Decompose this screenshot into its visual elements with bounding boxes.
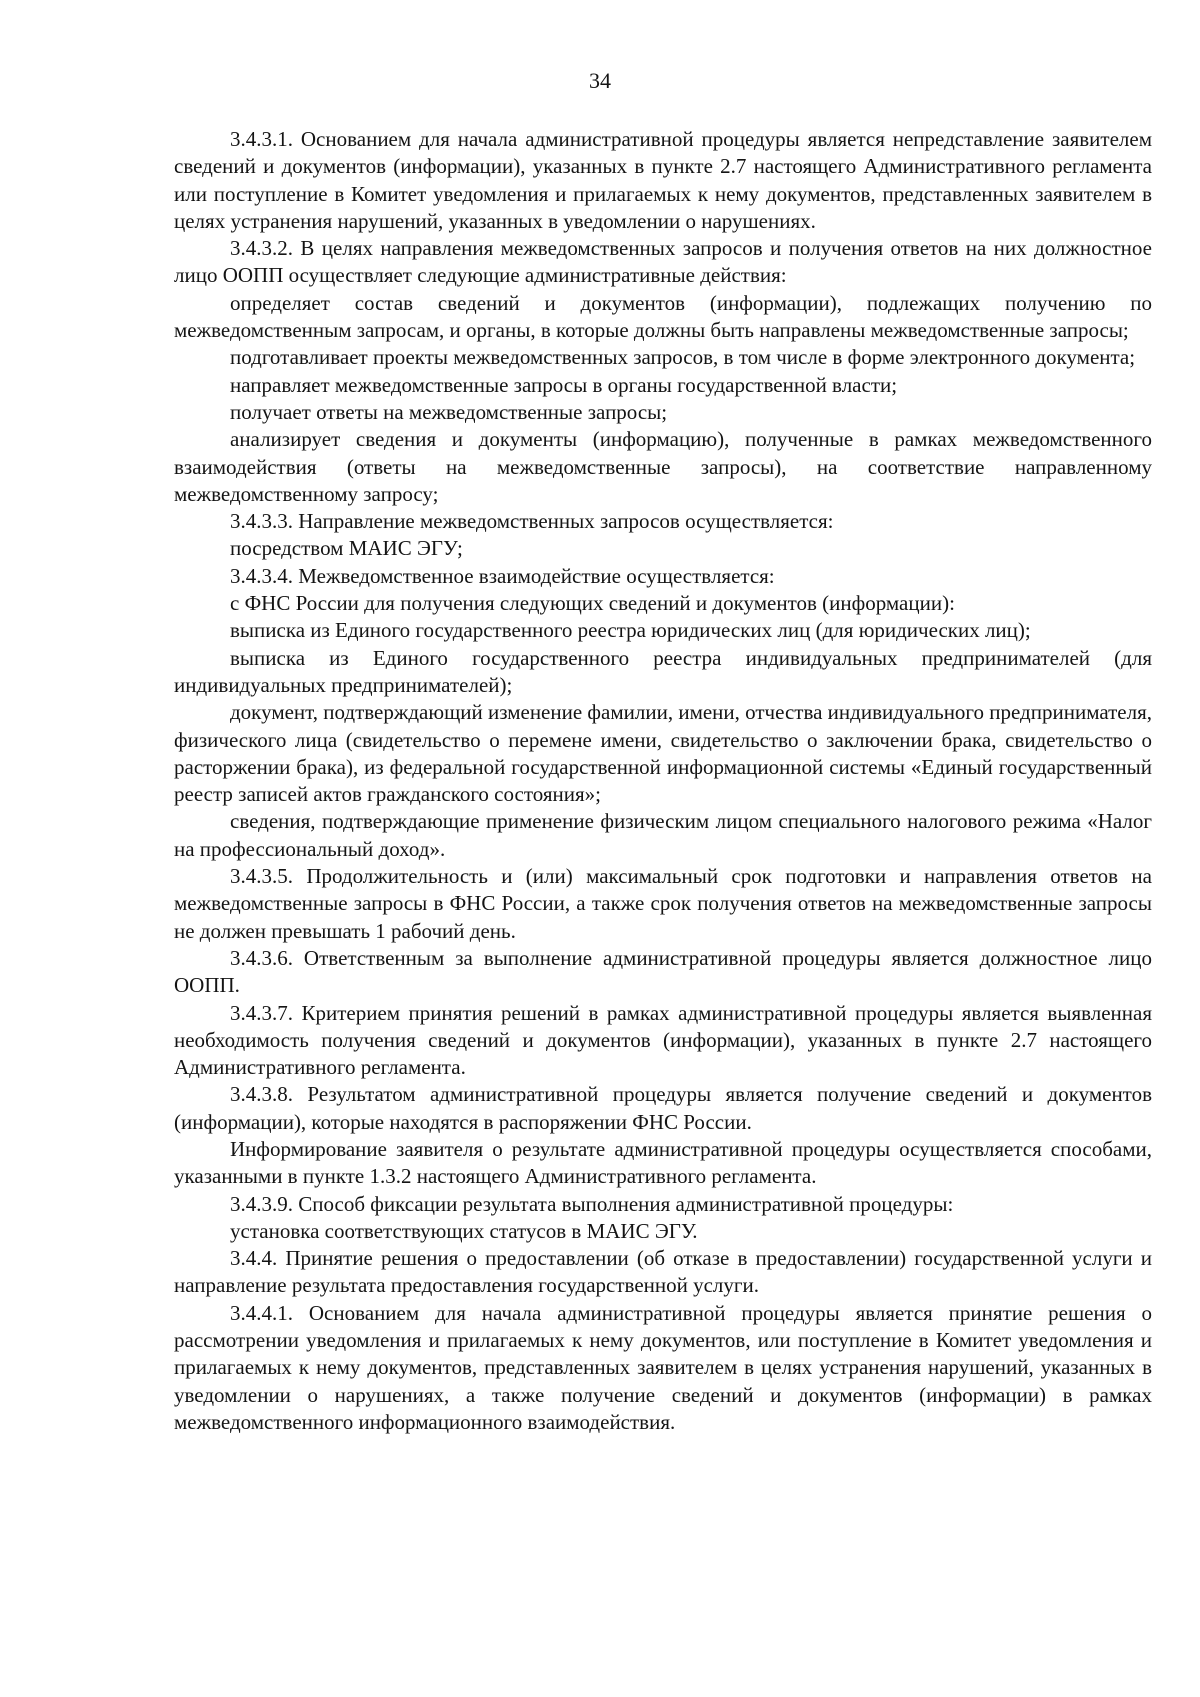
paragraph: анализирует сведения и документы (информацию), полученные в рамках межведомственного взаимодействия (ответы на межведомственные запросы), на соответствие направленному межведомственному запросу; (174, 427, 1152, 506)
paragraph: получает ответы на межведомственные запросы; (230, 399, 668, 424)
paragraph: 3.4.3.5. Продолжительность и (или) максимальный срок подготовки и направления ответов на межведомственные запросы в ФНС России, а также срок получения ответов на межведомственные запросы не должен превышать 1 рабочий день. (174, 864, 1152, 943)
paragraph: 3.4.3.4. Межведомственное взаимодействие осуществляется: (230, 563, 775, 588)
paragraph: 3.4.3.3. Направление межведомственных запросов осуществляется: (230, 509, 834, 534)
paragraph: установка соответствующих статусов в МАИС ЭГУ. (230, 1218, 698, 1243)
paragraph: выписка из Единого государственного реестра юридических лиц (для юридических лиц); (230, 618, 1031, 643)
paragraph: 3.4.3.8. Результатом административной процедуры является получение сведений и документов (информации), которые находятся в распоряжении ФНС России. (174, 1082, 1152, 1134)
paragraph: Информирование заявителя о результате административной процедуры осуществляется способами, указанными в пункте 1.3.2 настоящего Административного регламента. (174, 1136, 1152, 1189)
paragraph: направляет межведомственные запросы в органы государственной власти; (230, 372, 898, 397)
document-body (174, 126, 1152, 1436)
page-number: 34 (589, 68, 611, 93)
paragraph: определяет состав сведений и документов (информации), подлежащих получению по межведомственным запросам, и органы, в которые должны быть направлены межведомственные запросы; (174, 290, 1152, 343)
paragraph: 3.4.3.7. Критерием принятия решений в рамках административной процедуры является выявленная необходимость получения сведений и документов (информации), указанных в пункте 2.7 настоящего Административного регламента. (174, 1000, 1152, 1080)
paragraph: сведения, подтверждающие применение физическим лицом специального налогового режима «Налог на профессиональный доход». (174, 809, 1152, 861)
paragraph: подготавливает проекты межведомственных запросов, в том числе в форме электронного документа; (230, 345, 1136, 370)
paragraph: 3.4.4.1. Основанием для начала административной процедуры является принятие решения о рассмотрении уведомления и прилагаемых к нему документов, или поступление в Комитет уведомления и прилагаемых к нему документов, представленных заявителем в целях устранения нарушений, указанных в уведомлении о нарушениях, а также получение сведений и документов (информации) в рамках межведомственного информационного взаимодействия. (174, 1300, 1152, 1434)
paragraph: 3.4.3.2. В целях направления межведомственных запросов и получения ответов на них должностное лицо ООПП осуществляет следующие административные действия: (174, 236, 1152, 288)
paragraph: посредством МАИС ЭГУ; (230, 536, 463, 561)
paragraph: 3.4.3.1. Основанием для начала административной процедуры является непредставление заявителем сведений и документов (информации), указанных в пункте 2.7 настоящего Административного регламента или поступление в Комитет уведомления и прилагаемых к нему документов, представленных заявителем в целях устранения нарушений, указанных в уведомлении о нарушениях. (174, 127, 1152, 233)
paragraph: 3.4.4. Принятие решения о предоставлении (об отказе в предоставлении) государственной услуги и направление результата предоставления государственной услуги. (174, 1246, 1152, 1298)
paragraph: 3.4.3.6. Ответственным за выполнение административной процедуры является должностное лицо ООПП. (174, 945, 1152, 998)
paragraph: документ, подтверждающий изменение фамилии, имени, отчества индивидуального предпринимателя, физического лица (свидетельство о перемене имени, свидетельство о заключении брака, свидетельство о расторжении брака), из федеральной государственной информационной системы «Единый государственный реестр записей актов гражданского состояния»; (174, 700, 1153, 807)
paragraph: 3.4.3.9. Способ фиксации результата выполнения административной процедуры: (230, 1191, 954, 1216)
paragraph: выписка из Единого государственного реестра индивидуальных предпринимателей (для индивидуальных предпринимателей); (174, 645, 1152, 697)
paragraph: с ФНС России для получения следующих сведений и документов (информации): (230, 591, 955, 616)
